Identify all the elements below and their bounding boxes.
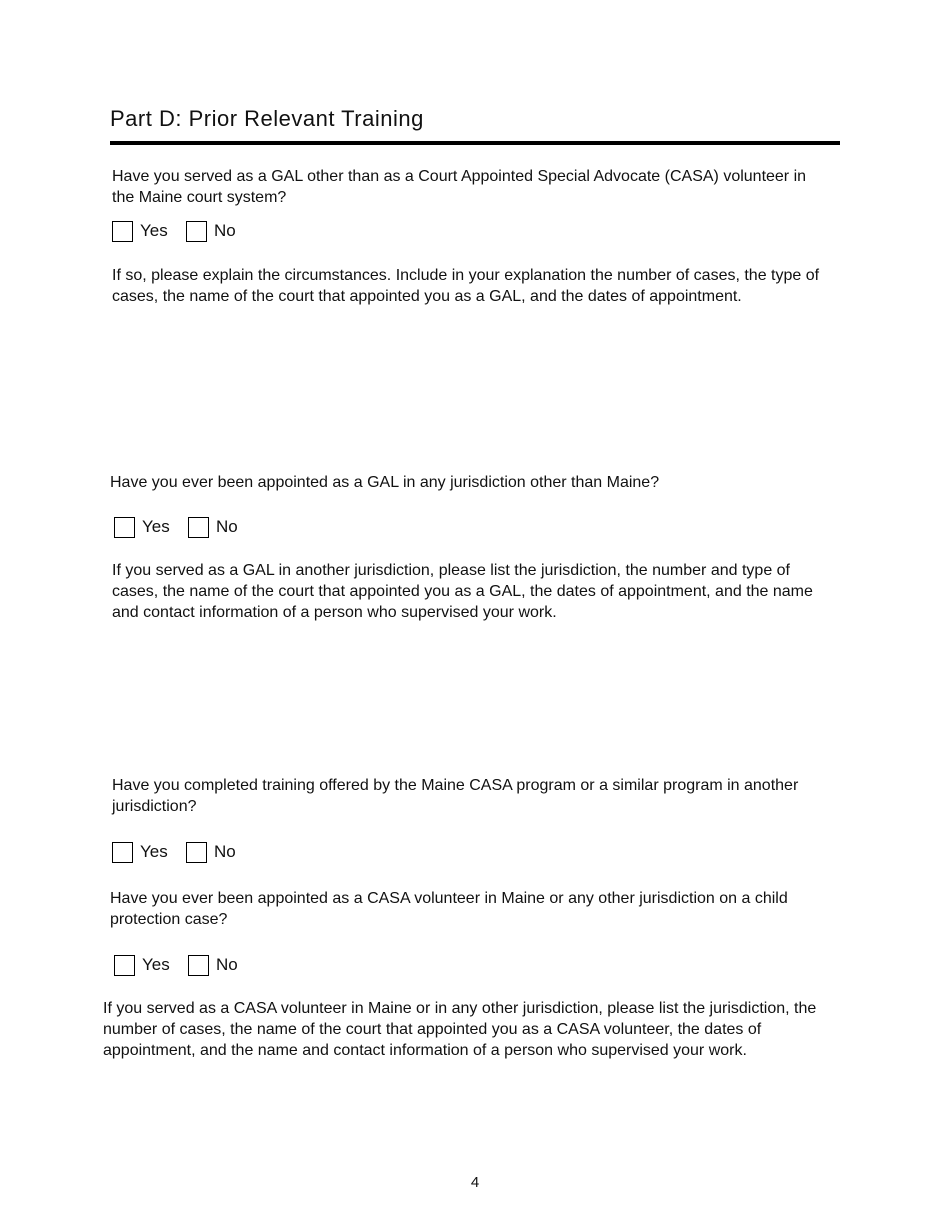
question-1-yes-checkbox[interactable] (112, 221, 133, 242)
question-4-followup: If you served as a CASA volunteer in Maine or in any other jurisdiction, please list the jurisdiction, the number of cases, the name of the court that appointed you as a CASA volunteer, the dates of appointment, and the name and contact information of a person who supervised your work. (103, 1000, 817, 1059)
question-2-options (114, 515, 238, 539)
question-1-no-label: No (214, 221, 236, 240)
question-2-yes-label: Yes (142, 517, 170, 536)
question-2-no-label: No (216, 517, 238, 536)
page-number: 4 (470, 1174, 480, 1191)
section-title: Part D: Prior Relevant Training (110, 106, 424, 131)
question-2-prompt: Have you ever been appointed as a GAL in any jurisdiction other than Maine? (110, 474, 660, 491)
question-1-prompt: Have you served as a GAL other than as a Court Appointed Special Advocate (CASA) volunteer in the Maine court system? (112, 168, 807, 206)
question-4-yes-label: Yes (142, 955, 170, 974)
question-1-yes-label: Yes (140, 221, 168, 240)
question-3-yes-checkbox[interactable] (112, 842, 133, 863)
question-4-no-checkbox[interactable] (188, 955, 209, 976)
question-3-yes-label: Yes (140, 842, 168, 861)
question-2-yes-checkbox[interactable] (114, 517, 135, 538)
question-3-options (112, 840, 236, 864)
question-3-prompt: Have you completed training offered by the Maine CASA program or a similar program in another jurisdiction? (112, 777, 799, 815)
question-2-followup: If you served as a GAL in another jurisdiction, please list the jurisdiction, the number and type of cases, the name of the court that appointed you as a GAL, the dates of appointment, and the name and contact information of a person who supervised your work. (112, 562, 813, 621)
question-3-no-label: No (214, 842, 236, 861)
question-3-no-checkbox[interactable] (186, 842, 207, 863)
question-4-yes-checkbox[interactable] (114, 955, 135, 976)
question-1-options (112, 219, 236, 243)
question-4-no-label: No (216, 955, 238, 974)
question-1-no-checkbox[interactable] (186, 221, 207, 242)
title-rule (110, 141, 840, 145)
question-4-options (114, 953, 238, 977)
question-4-prompt: Have you ever been appointed as a CASA volunteer in Maine or any other jurisdiction on a child protection case? (110, 890, 788, 928)
question-1-followup: If so, please explain the circumstances. Include in your explanation the number of cases, the type of cases, the name of the court that appointed you as a GAL, and the dates of appointment. (112, 267, 820, 305)
question-2-no-checkbox[interactable] (188, 517, 209, 538)
